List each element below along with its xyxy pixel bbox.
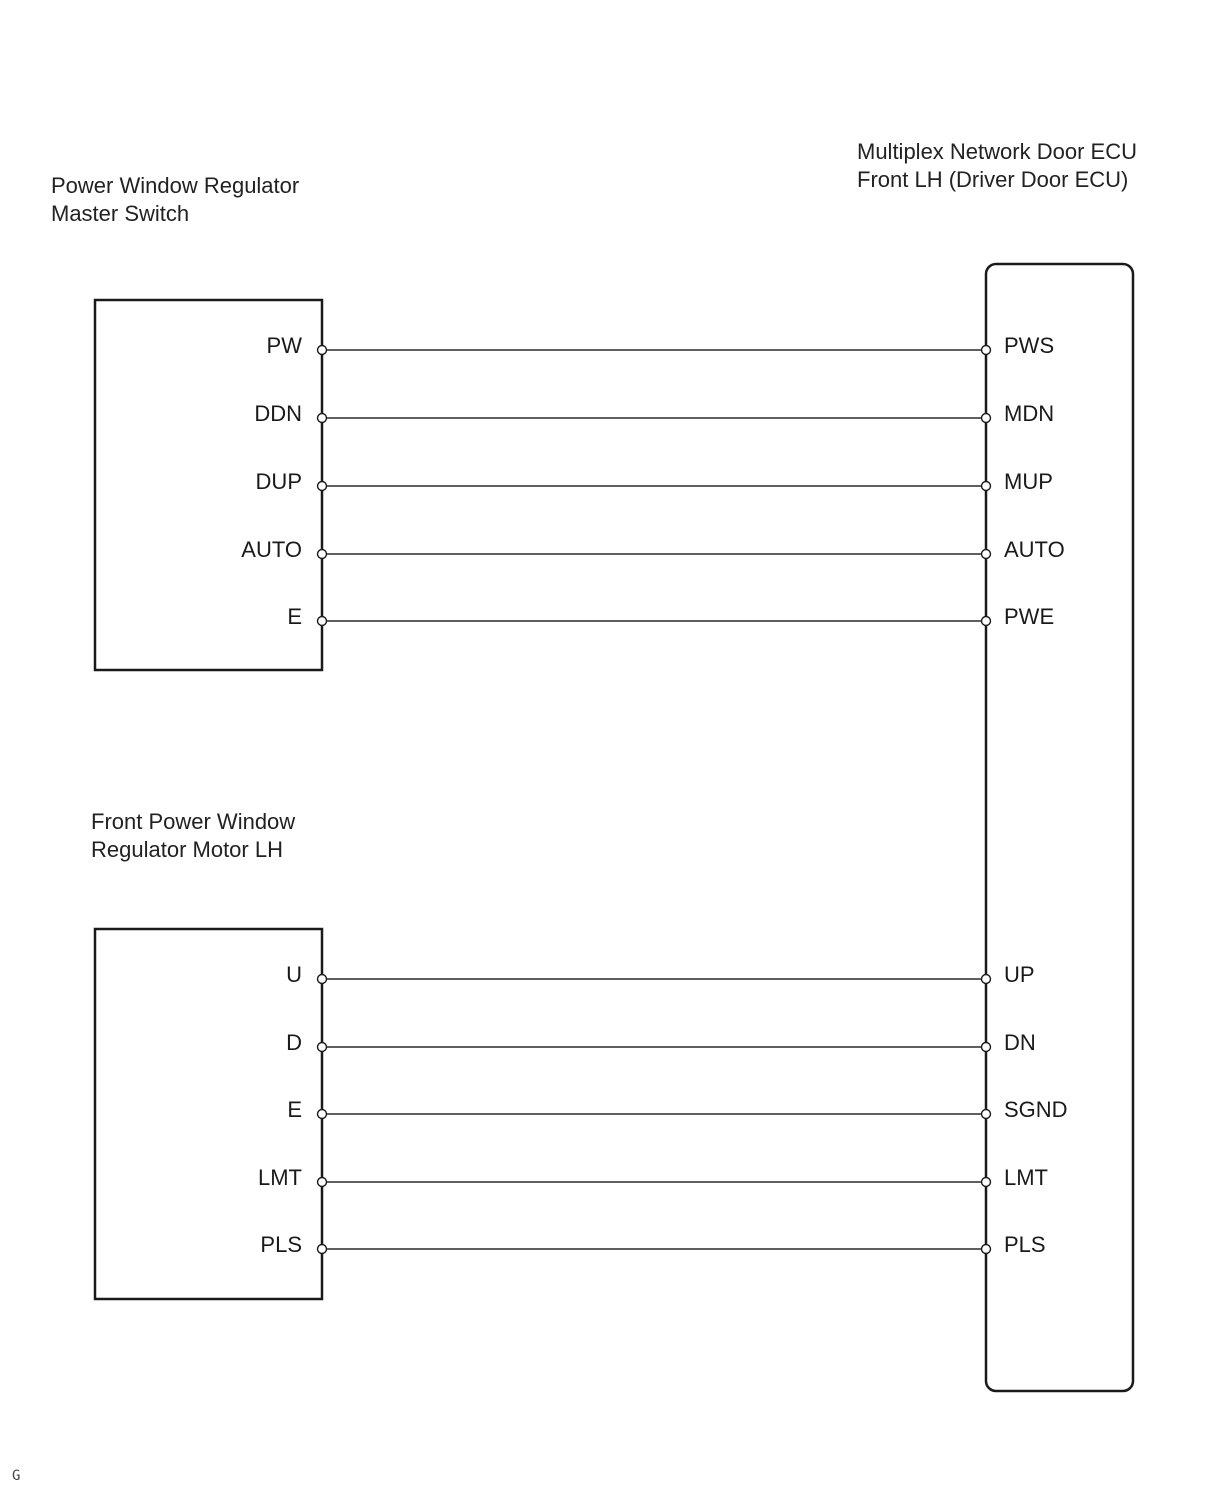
source-terminal bbox=[318, 975, 327, 984]
source-terminal bbox=[318, 482, 327, 491]
ecu-terminal bbox=[982, 482, 991, 491]
ecu-terminal bbox=[982, 1178, 991, 1187]
ecu-terminal bbox=[982, 550, 991, 559]
motor-title-line-1: Front Power Window bbox=[91, 809, 296, 834]
motor-pin-label: PLS bbox=[260, 1232, 302, 1257]
ecu-pin-label: MDN bbox=[1004, 401, 1055, 426]
motor-pin-label: LMT bbox=[258, 1165, 302, 1190]
ecu-terminal bbox=[982, 1245, 991, 1254]
ecu-pin-label: MUP bbox=[1004, 469, 1053, 494]
source-terminal bbox=[318, 550, 327, 559]
wire-group bbox=[318, 346, 991, 1254]
ecu-terminal bbox=[982, 414, 991, 423]
ecu-terminal bbox=[982, 346, 991, 355]
source-terminal bbox=[318, 1110, 327, 1119]
source-terminal bbox=[318, 1178, 327, 1187]
ecu-title-line-1: Multiplex Network Door ECU bbox=[857, 139, 1137, 164]
ecu-pin-label: DN bbox=[1004, 1030, 1036, 1055]
master-pin-label: E bbox=[287, 604, 302, 629]
ecu-terminal bbox=[982, 617, 991, 626]
source-terminal bbox=[318, 346, 327, 355]
source-terminal bbox=[318, 1245, 327, 1254]
master-pin-label: PW bbox=[266, 333, 302, 358]
ecu-pin-label: PWS bbox=[1004, 333, 1055, 358]
ecu-title-line-2: Front LH (Driver Door ECU) bbox=[857, 167, 1129, 192]
ecu-pin-label: AUTO bbox=[1004, 537, 1065, 562]
ecu-pin-label: UP bbox=[1004, 962, 1035, 987]
master-pin-label: DDN bbox=[254, 401, 302, 426]
source-terminal bbox=[318, 1043, 327, 1052]
ecu-terminal bbox=[982, 1110, 991, 1119]
ecu-pin-label: SGND bbox=[1004, 1097, 1068, 1122]
ecu-terminal bbox=[982, 1043, 991, 1052]
ecu-terminal bbox=[982, 975, 991, 984]
ecu-pin-label: PWE bbox=[1004, 604, 1055, 629]
master-switch-title-line-2: Master Switch bbox=[51, 201, 190, 226]
motor-pin-label: D bbox=[286, 1030, 302, 1055]
ecu-pin-label: PLS bbox=[1004, 1232, 1046, 1257]
source-terminal bbox=[318, 617, 327, 626]
footer-mark: G bbox=[12, 1468, 21, 1484]
ecu-box bbox=[986, 264, 1133, 1391]
motor-title-line-2: Regulator Motor LH bbox=[91, 837, 283, 862]
master-pin-label: AUTO bbox=[241, 537, 302, 562]
master-switch-title-line-1: Power Window Regulator bbox=[51, 173, 300, 198]
source-terminal bbox=[318, 414, 327, 423]
motor-pin-label: U bbox=[286, 962, 302, 987]
motor-pin-label: E bbox=[287, 1097, 302, 1122]
master-pin-label: DUP bbox=[255, 469, 302, 494]
ecu-pin-label: LMT bbox=[1004, 1165, 1048, 1190]
